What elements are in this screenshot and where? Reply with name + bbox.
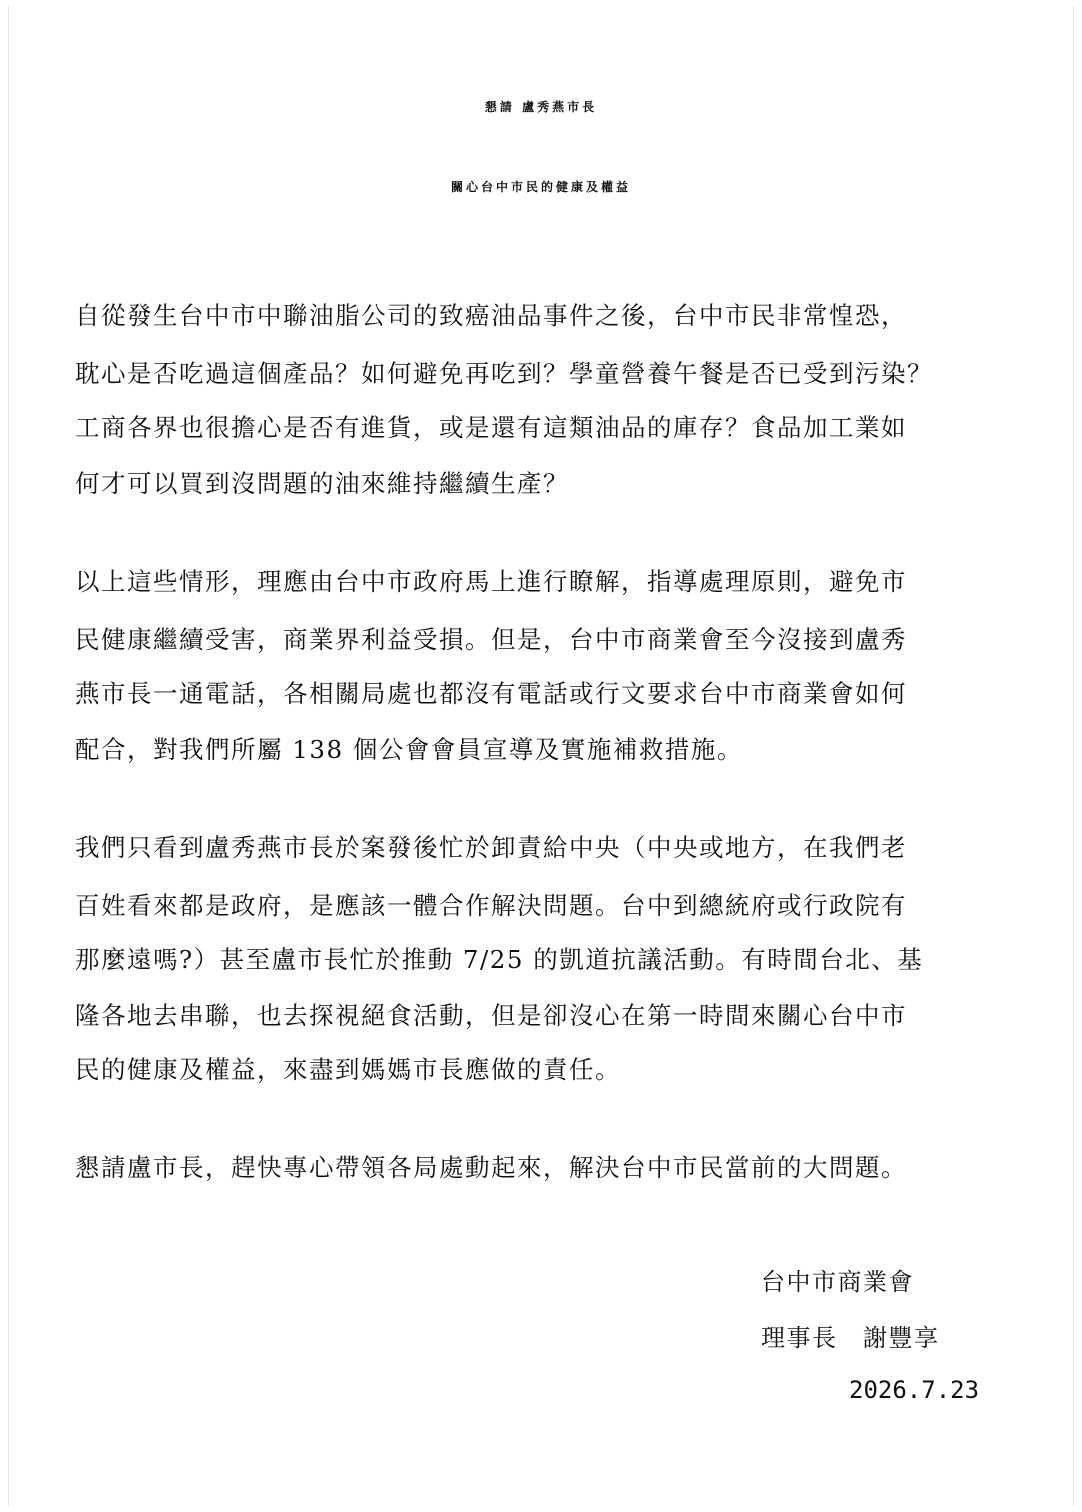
paragraph-line: 百姓看來都是政府，是應該一體合作解決問題。台中到總統府或行政院有 [75,891,907,920]
signature-position-name: 理事長 謝豐享 [761,1324,940,1352]
paragraph-line: 燕市長一通電話，各相關局處也都沒有電話或行文要求台中市商業會如何 [75,679,907,708]
paragraph-line: 民健康繼續受害，商業界利益受損。但是，台中市商業會至今沒接到盧秀 [75,625,907,654]
paragraph-line: 隆各地去串聯，也去探視絕食活動，但是卻沒心在第一時間來關心台中市 [75,1001,907,1030]
paragraph-line: 耽心是否吃過這個產品？如何避免再吃到？學童營養午餐是否已受到污染？ [75,359,933,388]
paragraph-line: 配合，對我們所屬 138 個公會會員宣導及實施補救措施。 [75,735,743,764]
signature-organization: 台中市商業會 [761,1268,914,1296]
document-page [8,6,1074,1506]
paragraph-line: 工商各界也很擔心是否有進貨，或是還有這類油品的庫存？食品加工業如 [75,413,907,442]
document-title-line-1: 懇請 盧秀燕市長 [484,100,598,114]
paragraph-line: 民的健康及權益，來盡到媽媽市長應做的責任。 [75,1055,621,1084]
signature-date: 2026.7.23 [849,1376,980,1404]
document-title-line-2: 關心台中市民的健康及權益 [450,180,631,194]
paragraph-line: 我們只看到盧秀燕市長於案發後忙於卸責給中央（中央或地方，在我們老 [75,833,907,862]
paragraph-line: 以上這些情形，理應由台中市政府馬上進行瞭解，指導處理原則，避免市 [75,567,907,596]
paragraph-line: 自從發生台中市中聯油脂公司的致癌油品事件之後，台中市民非常惶恐， [75,301,907,330]
paragraph-line: 那麼遠嗎?）甚至盧市長忙於推動 7/25 的凱道抗議活動。有時間台北、基 [75,945,924,974]
paragraph-line: 何才可以買到沒問題的油來維持繼續生產？ [75,469,569,498]
paragraph-line: 懇請盧市長，趕快專心帶領各局處動起來，解決台中市民當前的大問題。 [75,1153,907,1182]
